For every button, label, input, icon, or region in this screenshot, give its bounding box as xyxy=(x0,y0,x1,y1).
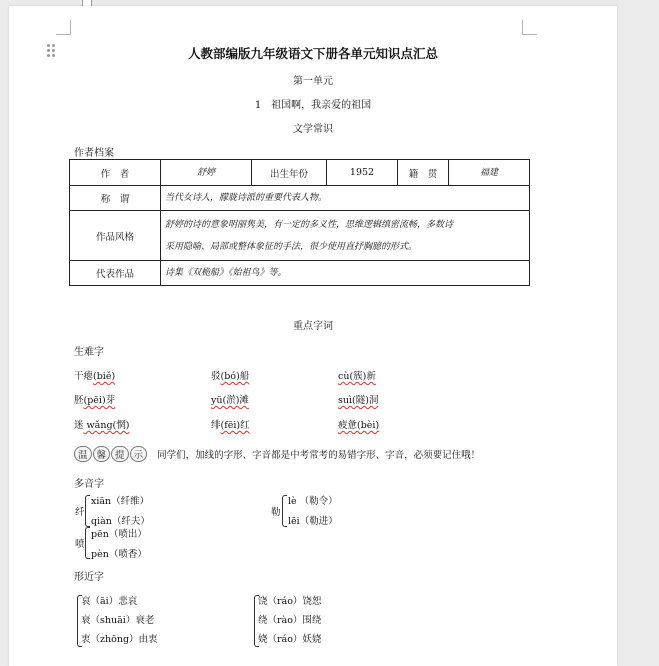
style-value-line-2: 采用隐喻、局部或整体象征的手法，很少使用直抒胸臆的形式。 xyxy=(165,241,418,252)
difficult-label: 生难字 xyxy=(74,347,104,358)
brace-mark xyxy=(282,495,287,527)
similar-item: 绕（rào）围绕 xyxy=(258,615,322,626)
difficult-word: 驳(bó)船 xyxy=(211,371,250,382)
polyphone-reading: lè （勒令） xyxy=(288,496,338,507)
difficult-word: 疲惫(bèi) xyxy=(338,420,380,431)
birth-value: 1952 xyxy=(327,160,398,186)
hint-text: 同学们，加线的字形、字音都是中考常考的易错字形、字音，必须要记住哦！ xyxy=(157,450,481,461)
difficult-word: 绯(fēi)红 xyxy=(211,420,250,431)
works-label: 代表作品 xyxy=(70,261,161,286)
brace-mark xyxy=(85,495,90,527)
birth-label: 出生年份 xyxy=(252,160,327,186)
profile-label: 作者档案 xyxy=(74,148,114,159)
title-label: 称 谓 xyxy=(70,186,161,211)
native-label: 籍 贯 xyxy=(398,160,449,186)
doc-title: 人教部编版九年级语文下册各单元知识点汇总 xyxy=(187,46,438,61)
author-profile-table xyxy=(69,159,530,286)
hint-row xyxy=(74,443,480,462)
difficult-word: suì(隧)洞 xyxy=(338,395,379,406)
author-value: 舒婷 xyxy=(161,160,252,186)
native-value: 福建 xyxy=(449,160,530,186)
similar-item: 娆（ráo）妖娆 xyxy=(258,634,322,645)
similar-item: 饶（ráo）饶恕 xyxy=(258,596,322,607)
author-label: 作 者 xyxy=(70,160,161,186)
style-value-line-1: 舒婷的诗的意象明丽隽美，有一定的多义性，思维逻辑缜密流畅，多数诗 xyxy=(165,219,454,230)
crop-mark-top-left xyxy=(56,20,71,35)
difficult-word: 干瘪(biě) xyxy=(74,371,116,382)
polyphone-reading: pēn（喷出） xyxy=(91,529,147,540)
similar-item: 哀（āi）悲哀 xyxy=(81,596,138,607)
document-page xyxy=(9,6,617,666)
difficult-word: yū(淤)滩 xyxy=(211,395,249,406)
lesson-heading: 1 祖国啊，我亲爱的祖国 xyxy=(254,100,372,111)
style-label: 作品风格 xyxy=(70,211,161,261)
polyphone-label: 多音字 xyxy=(74,479,104,490)
section-words: 重点字词 xyxy=(293,321,333,332)
similar-label: 形近字 xyxy=(74,572,104,583)
similar-item: 衷（zhōng）由衷 xyxy=(81,634,158,645)
unit-heading: 第一单元 xyxy=(293,76,333,87)
polyphone-reading: qiàn（纤夫） xyxy=(91,516,150,527)
polyphone-char: 纤 xyxy=(75,507,85,518)
hint-badge: 温 馨 提 示 xyxy=(74,446,148,462)
similar-item: 衰（shuāi）衰老 xyxy=(81,615,155,626)
works-value: 诗集《双桅船》《始祖鸟》等。 xyxy=(161,261,530,286)
style-value xyxy=(161,211,530,261)
polyphone-reading: xiān（纤维） xyxy=(91,496,150,507)
difficult-word: cù(簇)新 xyxy=(338,371,376,382)
brace-mark xyxy=(85,527,90,559)
crop-mark-top-right xyxy=(522,20,537,35)
polyphone-reading: lēi（勒进） xyxy=(288,516,338,527)
difficult-word: 胚(pēi)芽 xyxy=(74,395,116,406)
title-value: 当代女诗人，朦胧诗派的重要代表人物。 xyxy=(161,186,530,211)
polyphone-char: 喷 xyxy=(75,539,85,550)
polyphone-char: 勒 xyxy=(271,507,281,518)
section-literary: 文学常识 xyxy=(293,124,333,135)
polyphone-reading: pèn（喷香） xyxy=(91,549,147,560)
difficult-word: 迷 wǎng(惘) xyxy=(74,420,130,431)
